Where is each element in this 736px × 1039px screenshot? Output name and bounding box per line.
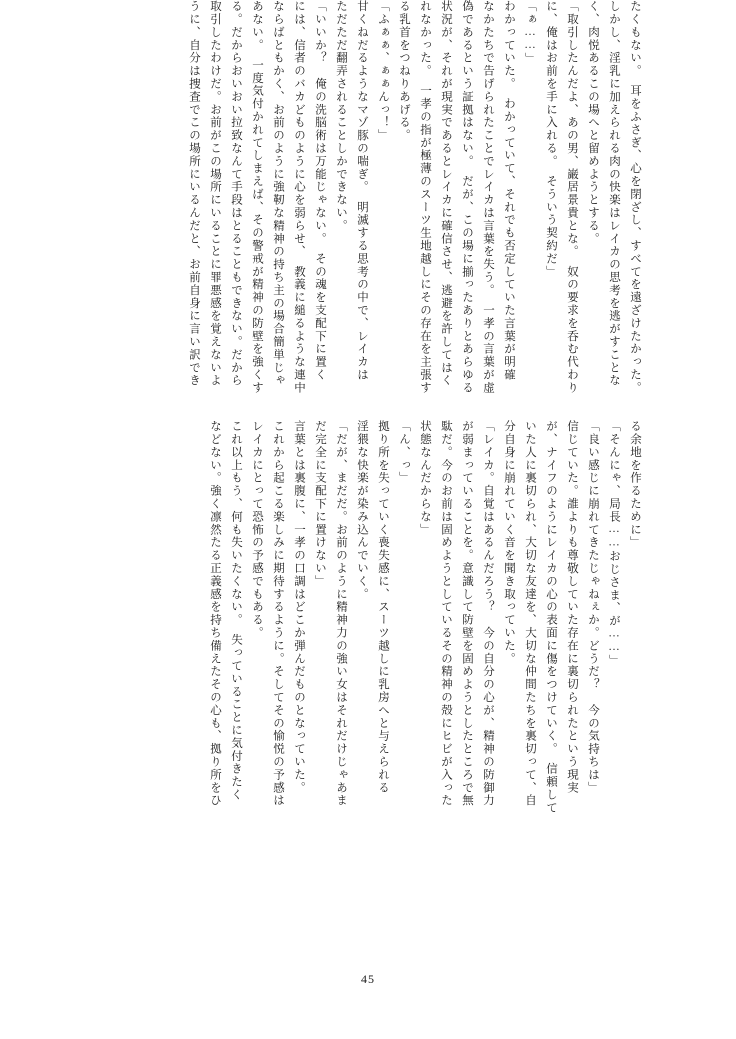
text-line: 淫猥な快楽が染み込んでいく。 bbox=[356, 420, 368, 601]
text-line: る乳首をつねりあげる。 bbox=[398, 0, 410, 142]
text-line: しかし、淫乳に加えられる肉の快楽はレイカの思考を逃がすことな bbox=[608, 0, 620, 387]
text-line: 拠り所を失っていく喪失感に、スーツ越しに乳房へと与えられる bbox=[377, 420, 389, 795]
page-number: 45 bbox=[361, 972, 375, 986]
text-line: 言葉とは裏腹に、一孝の口調はどこか弾んだものとなっていた。 bbox=[293, 420, 305, 795]
text-line: 甘くねだるようなマゾ豚の喘ぎ。 明滅する思考の中で、レイカは bbox=[356, 0, 368, 382]
text-line: 「ふぁぁ、ぁぁんっ！」 bbox=[377, 0, 389, 142]
text-line: れなかった。 一孝の指が極薄のスーツ生地越しにその存在を主張す bbox=[419, 0, 431, 395]
text-line: たくもない。 耳をふさぎ、心を閉ざし、すべてを遠ざけたかった。 bbox=[629, 0, 641, 395]
text-line: 「良い感じに崩れてきたじゃねぇか。どうだ？ 今の気持ちは」 bbox=[587, 420, 599, 795]
text-line: これから起こる楽しみに期待するように。そしてその愉悦の予感は bbox=[272, 420, 284, 807]
text-line: 「いいか？ 俺の洗脳術は万能じゃない。 その魂を支配下に置く bbox=[314, 0, 326, 382]
text-line: 取引したわけだ。お前がこの場所にいることに罪悪感を覚えないよ bbox=[209, 0, 221, 387]
text-line: く、肉悦あるこの場へと留めようとする。 bbox=[587, 0, 599, 246]
text-line: 「取引したんだよ、あの男、巌居景貴とな。 奴の要求を呑む代わり bbox=[566, 0, 578, 395]
text-line: が、ナイフのようにレイカの心の表面に傷をつけていく。 信頼して bbox=[545, 420, 557, 815]
text-line: などない。強く凛然たる正義感を持ち備えたその心も、拠り所をひ bbox=[209, 420, 221, 807]
text-line: あない。 一度気付かれてしまえば、その警戒が精神の防壁を強くす bbox=[251, 0, 263, 395]
text-line: ただただ翻弄されることしかできない。 bbox=[335, 0, 347, 233]
text-block-top bbox=[0, 0, 640, 420]
text-line: レイカにとって恐怖の予感でもある。 bbox=[251, 420, 263, 640]
text-line: うに、自分は捜査でこの場所にいるんだと、お前自身に言い訳でき bbox=[188, 0, 200, 387]
text-line: 状態なんだからな」 bbox=[419, 420, 431, 537]
text-line: 「ん、っ」 bbox=[398, 420, 410, 485]
text-line: る。だからおいおい拉致なんて手段はとることもできない。だから bbox=[230, 0, 242, 387]
text-line: 駄だ。今のお前は固めようとしているその精神の殻にヒビが入った bbox=[440, 420, 452, 807]
text-line: 分自身に崩れていく音を聞き取っていた。 bbox=[503, 420, 515, 666]
text-line: に、俺はお前を手に入れる。 そういう契約だ」 bbox=[545, 0, 557, 279]
text-line: 偽であるという証拠はない。 だが、この場に揃ったありとあらゆる bbox=[461, 0, 473, 395]
text-line: には、信者のバカどものように心を弱らせ、 教義に縋るような連中 bbox=[293, 0, 305, 395]
text-line: わかっていた。 わかっていて、それでも否定していた言葉が明確 bbox=[503, 0, 515, 382]
text-line: だ完全に支配下に置けない」 bbox=[314, 420, 326, 588]
text-line: いた人に裏切られ、大切な友達を、大切な仲間たちを裏切って、自 bbox=[524, 420, 536, 807]
text-line: ならばともかく、お前のように強靭な精神の持ち主の場合簡単じゃ bbox=[272, 0, 284, 387]
text-line: 状況が、それが現実であるとレイカに確信させ、逃避を許してはく bbox=[440, 0, 452, 387]
text-column-wrap-bottom bbox=[0, 420, 640, 820]
text-line: 「ぁ……」 bbox=[524, 0, 536, 66]
text-column-wrap-top bbox=[0, 0, 640, 420]
text-line: 「レイカ。自覚はあるんだろう？ 今の自分の心が、精神の防御力 bbox=[482, 420, 494, 807]
text-line: 「だが、まだだ。お前のように精神力の強い女はそれだけじゃあま bbox=[335, 420, 347, 807]
text-line: これ以上もう、何も失いたくない。 失っていることに気付きたく bbox=[230, 420, 242, 802]
text-line: なかたちで告げられたことでレイカは言葉を失う。 一孝の言葉が虚 bbox=[482, 0, 494, 395]
text-line: 信じていた。誰よりも尊敬していた存在に裏切られたという現実 bbox=[566, 420, 578, 795]
text-line: が弱まっていることを。意識して防壁を固めようとしたところで無 bbox=[461, 420, 473, 807]
text-line: る余地を作るために」 bbox=[629, 420, 641, 549]
text-block-bottom bbox=[0, 420, 640, 820]
text-line: 「そんにゃ、局長……おじさま、が……」 bbox=[608, 420, 620, 668]
